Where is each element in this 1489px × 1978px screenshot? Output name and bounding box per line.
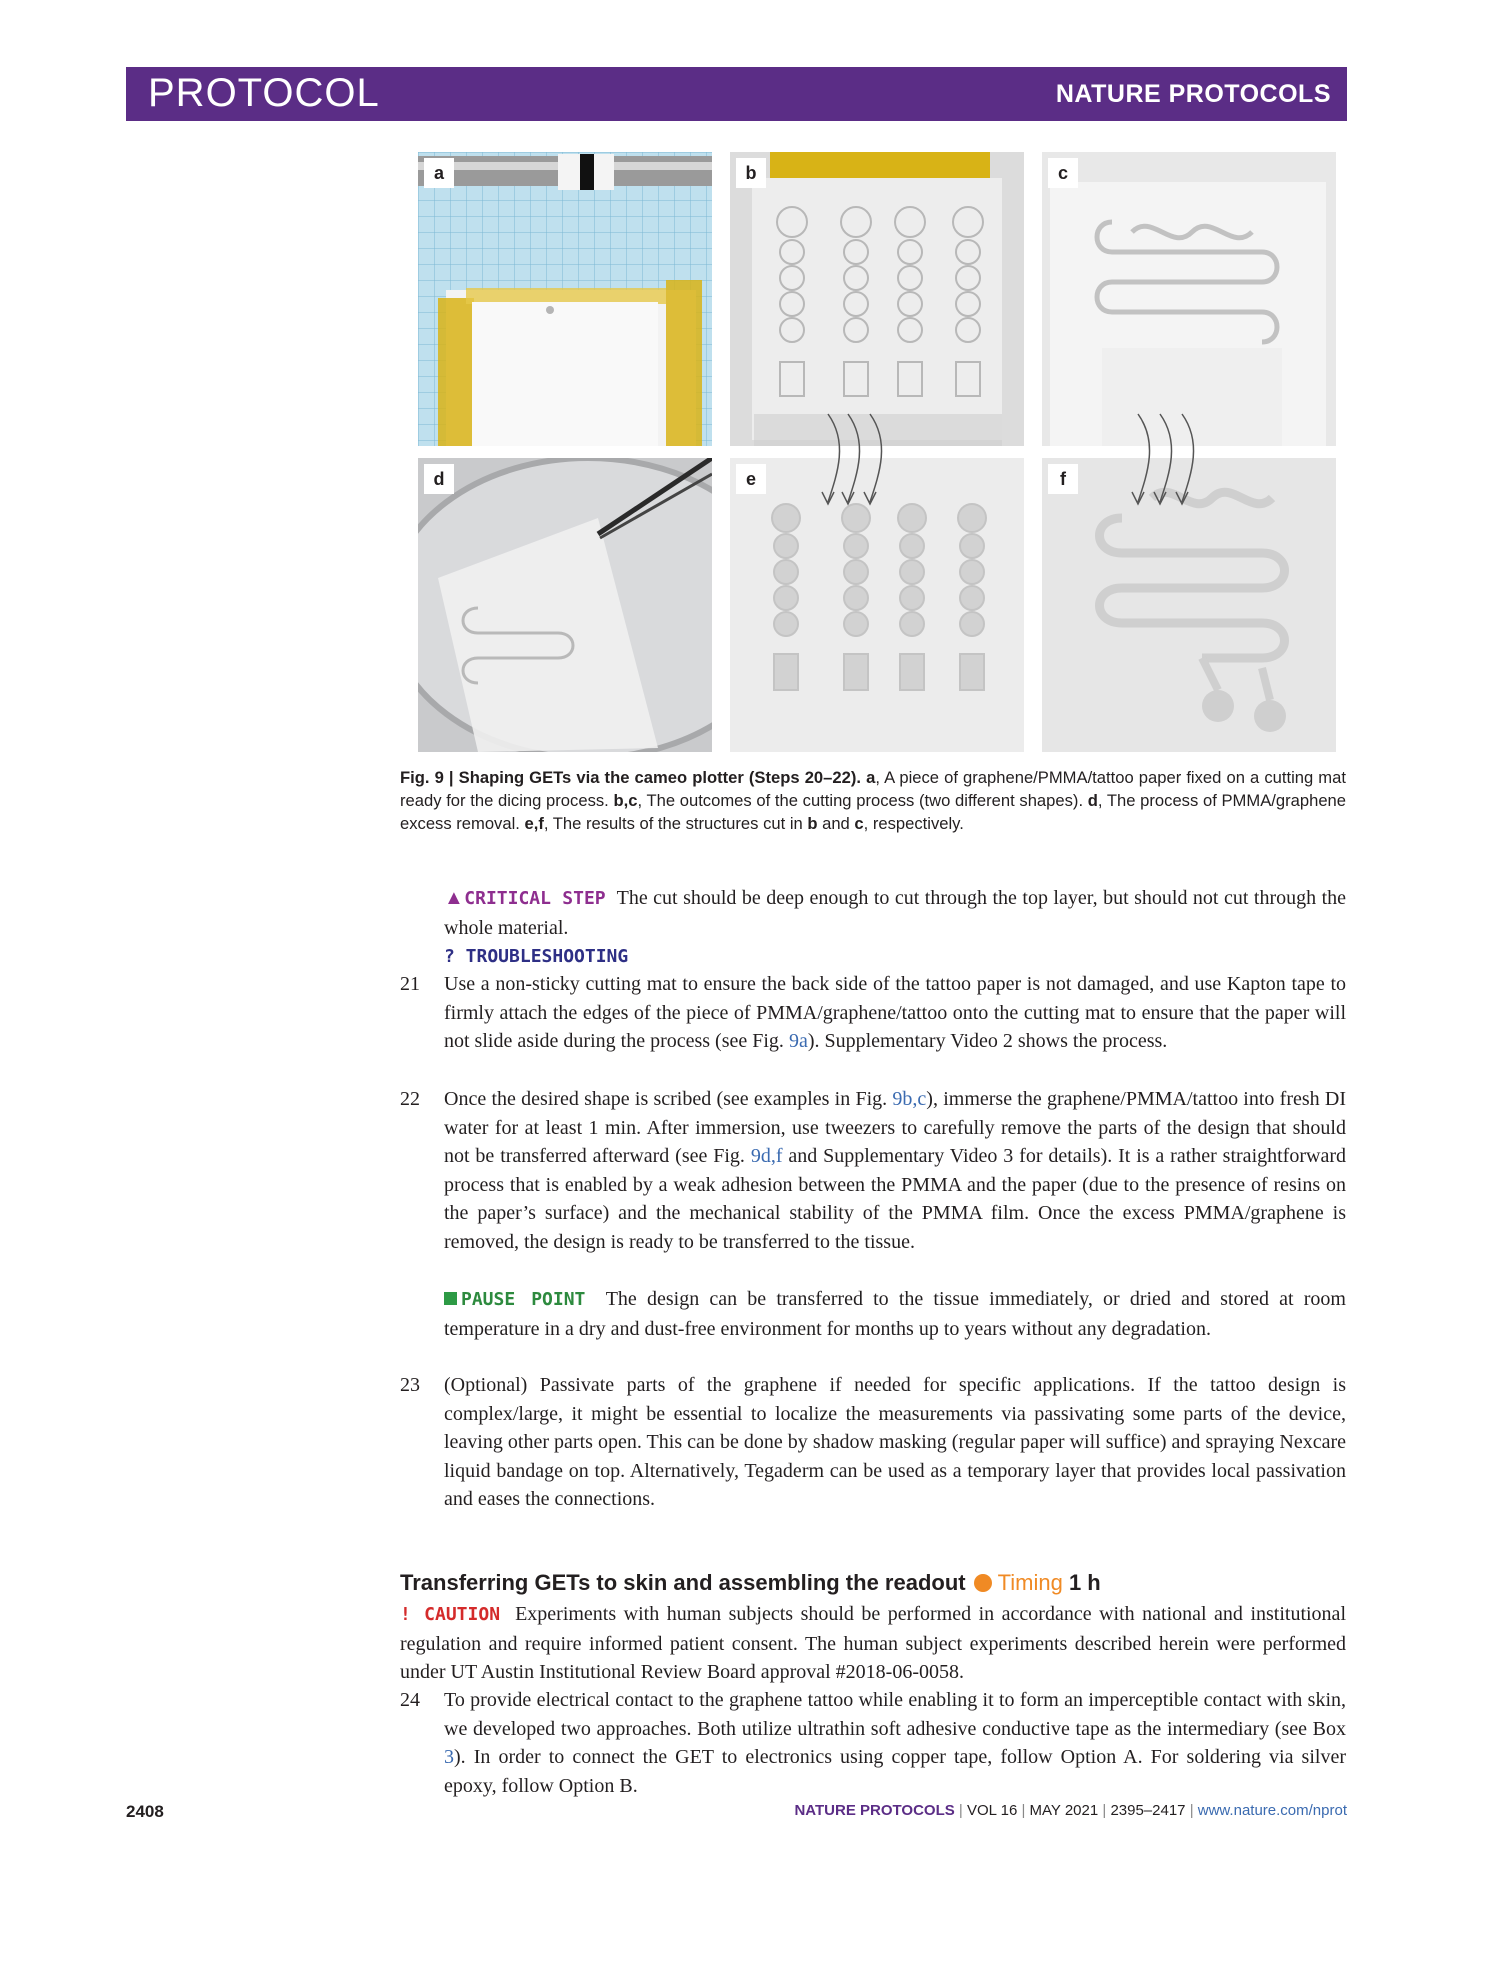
fig-9a-link[interactable]: 9a xyxy=(788,1030,808,1053)
caption-label: Fig. 9 | Shaping GETs via the cameo plotter (Steps 20–22). xyxy=(400,768,861,787)
step-23 xyxy=(400,1371,1346,1514)
panel-a-photo xyxy=(418,152,712,446)
box-3-link[interactable]: 3 xyxy=(444,1746,454,1769)
journal-name-header: NATURE PROTOCOLS xyxy=(1055,80,1331,108)
critical-triangle-icon: ▲ xyxy=(444,887,465,909)
critical-step-label: CRITICAL STEP xyxy=(464,888,606,909)
header-bar xyxy=(126,67,1347,121)
step-22-text-3: and Supplementary Video 3 for details). It is a rather straightforward process that is enabled by a weak adhesion between the PMMA and the paper (due to the presence of resins on the paper’s surface) and the mechanical stability of the PMMA film. Once the excess PMMA/graphene is removed, the design is ready to be transferred to the tissue. xyxy=(444,1145,1346,1253)
fig-9df-link[interactable]: 9d,f xyxy=(750,1145,783,1168)
section-heading xyxy=(400,1570,1101,1596)
section-title: Transferring GETs to skin and assembling the readout xyxy=(400,1570,966,1595)
footer-volume: VOL 16 xyxy=(966,1802,1018,1819)
figure-panel-c xyxy=(1042,152,1336,446)
panel-label-e: e xyxy=(736,464,766,494)
panel-d-photo xyxy=(418,458,712,752)
pause-point-text: The design can be transferred to the tissue immediately, or dried and stored at room temperature in a dry and dust-free environment for months up to years without any degradation. xyxy=(444,1288,1346,1340)
caution-label: ! CAUTION xyxy=(400,1604,501,1625)
caption-text-bc: , The outcomes of the cutting process (two different shapes). xyxy=(637,791,1088,810)
panel-e-photo xyxy=(730,458,1024,752)
caption-text-d: , The process of PMMA/graphene excess removal. xyxy=(400,791,1347,833)
fig-9bc-link[interactable]: 9b,c xyxy=(892,1088,927,1110)
caption-and: and xyxy=(817,814,855,833)
timing-value: 1 h xyxy=(1068,1570,1101,1595)
caption-text-ef: , The results of the structures cut in xyxy=(543,814,808,833)
caption-end: , respectively. xyxy=(863,814,964,833)
panel-b-photo xyxy=(730,152,1024,446)
figure-panel-a xyxy=(418,152,712,446)
step-number: 24 xyxy=(400,1689,420,1711)
caution-text: Experiments with human subjects should be performed in accordance with national and institutional regulation and require informed patient consent. The human subject experiments described herein were performed under UT Austin Institutional Review Board approval #2018-06-0058. xyxy=(400,1603,1346,1684)
figure-caption xyxy=(400,766,1346,835)
section-type-label: PROTOCOL xyxy=(148,71,380,115)
caption-ref-d: d xyxy=(1087,791,1098,810)
figure-panel-b xyxy=(730,152,1024,446)
caption-ref-bc: b,c xyxy=(613,791,638,810)
timing-label: Timing xyxy=(997,1570,1063,1595)
figure-panel-d xyxy=(418,458,712,752)
step-21-text-2: ). Supplementary Video 2 shows the process. xyxy=(807,1030,1168,1053)
caution-block xyxy=(400,1600,1346,1687)
footer-citation: NATURE PROTOCOLS | VOL 16 | MAY 2021 | 2395–2417 | www.nature.com/nprot xyxy=(794,1802,1347,1819)
troubleshooting-block xyxy=(400,942,1346,972)
step-21-text-1: Use a non-sticky cutting mat to ensure the back side of the tattoo paper is not damaged, and use Kapton tape to firmly attach the edges of the piece of PMMA/graphene/tattoo onto the cutting mat to ensure that the paper will not slide aside during the process (see Fig. xyxy=(444,973,1346,1053)
caption-ref-c: c xyxy=(854,814,864,833)
step-number: 21 xyxy=(400,973,420,995)
pause-square-icon xyxy=(444,1292,457,1305)
step-22-text-1: Once the desired shape is scribed (see examples in Fig. xyxy=(444,1088,893,1110)
footer-pages: 2395–2417 xyxy=(1110,1802,1186,1819)
timing-clock-icon xyxy=(974,1574,992,1592)
step-21 xyxy=(400,970,1346,1056)
step-number: 23 xyxy=(400,1374,420,1396)
critical-step-block xyxy=(400,884,1346,942)
critical-step-text: The cut should be deep enough to cut through the top layer, but should not cut through the whole material. xyxy=(444,887,1347,939)
pause-point-block xyxy=(400,1285,1346,1343)
step-number: 22 xyxy=(400,1088,420,1110)
step-24-text-2: ). In order to connect the GET to electronics using copper tape, follow Option A. For soldering via silver epoxy, follow Option B. xyxy=(444,1746,1346,1797)
panel-label-f: f xyxy=(1048,464,1078,494)
caption-ref-ef: e,f xyxy=(524,814,544,833)
caption-text-a: , A piece of graphene/PMMA/tattoo paper fixed on a cutting mat ready for the dicing process. xyxy=(400,768,1346,810)
footer-date: MAY 2021 xyxy=(1029,1802,1099,1819)
troubleshooting-link[interactable]: ? TROUBLESHOOTING xyxy=(444,946,629,967)
figure-panel-e xyxy=(730,458,1024,752)
caption-ref-a: a xyxy=(866,768,876,787)
panel-c-photo xyxy=(1042,152,1336,446)
step-22-text-2: ), immerse the graphene/PMMA/tattoo into fresh DI water for at least 1 min. After immersion, use tweezers to carefully remove the parts of the design that should not be transferred afterward (see Fig. xyxy=(444,1088,1346,1168)
step-22 xyxy=(400,1085,1346,1257)
pause-point-label: PAUSE POINT xyxy=(461,1289,586,1310)
panel-f-photo xyxy=(1042,458,1336,752)
step-24-text-1: To provide electrical contact to the graphene tattoo while enabling it to form an imperceptible contact with skin, we developed two approaches. Both utilize ultrathin soft adhesive conductive tape as the intermediary (see Box xyxy=(444,1689,1346,1740)
step-24 xyxy=(400,1686,1346,1800)
panel-label-c: c xyxy=(1048,158,1078,188)
page-number: 2408 xyxy=(126,1802,164,1821)
panel-label-d: d xyxy=(424,464,454,494)
footer-url-link[interactable]: www.nature.com/nprot xyxy=(1197,1802,1347,1819)
footer-journal: NATURE PROTOCOLS xyxy=(794,1802,955,1819)
panel-label-a: a xyxy=(424,158,454,188)
figure-9 xyxy=(418,152,1336,752)
step-23-text: (Optional) Passivate parts of the graphene if needed for specific applications. If the tattoo design is complex/large, it might be essential to localize the measurements via passivating some parts of the device, leaving other parts open. This can be done by shadow masking (regular paper will suffice) and spraying Nexcare liquid bandage on top. Alternatively, Tegaderm can be used as a temporary layer that provides local passivation and eases the connections. xyxy=(444,1374,1346,1511)
panel-label-b: b xyxy=(736,158,766,188)
figure-panel-f xyxy=(1042,458,1336,752)
caption-ref-b: b xyxy=(807,814,818,833)
